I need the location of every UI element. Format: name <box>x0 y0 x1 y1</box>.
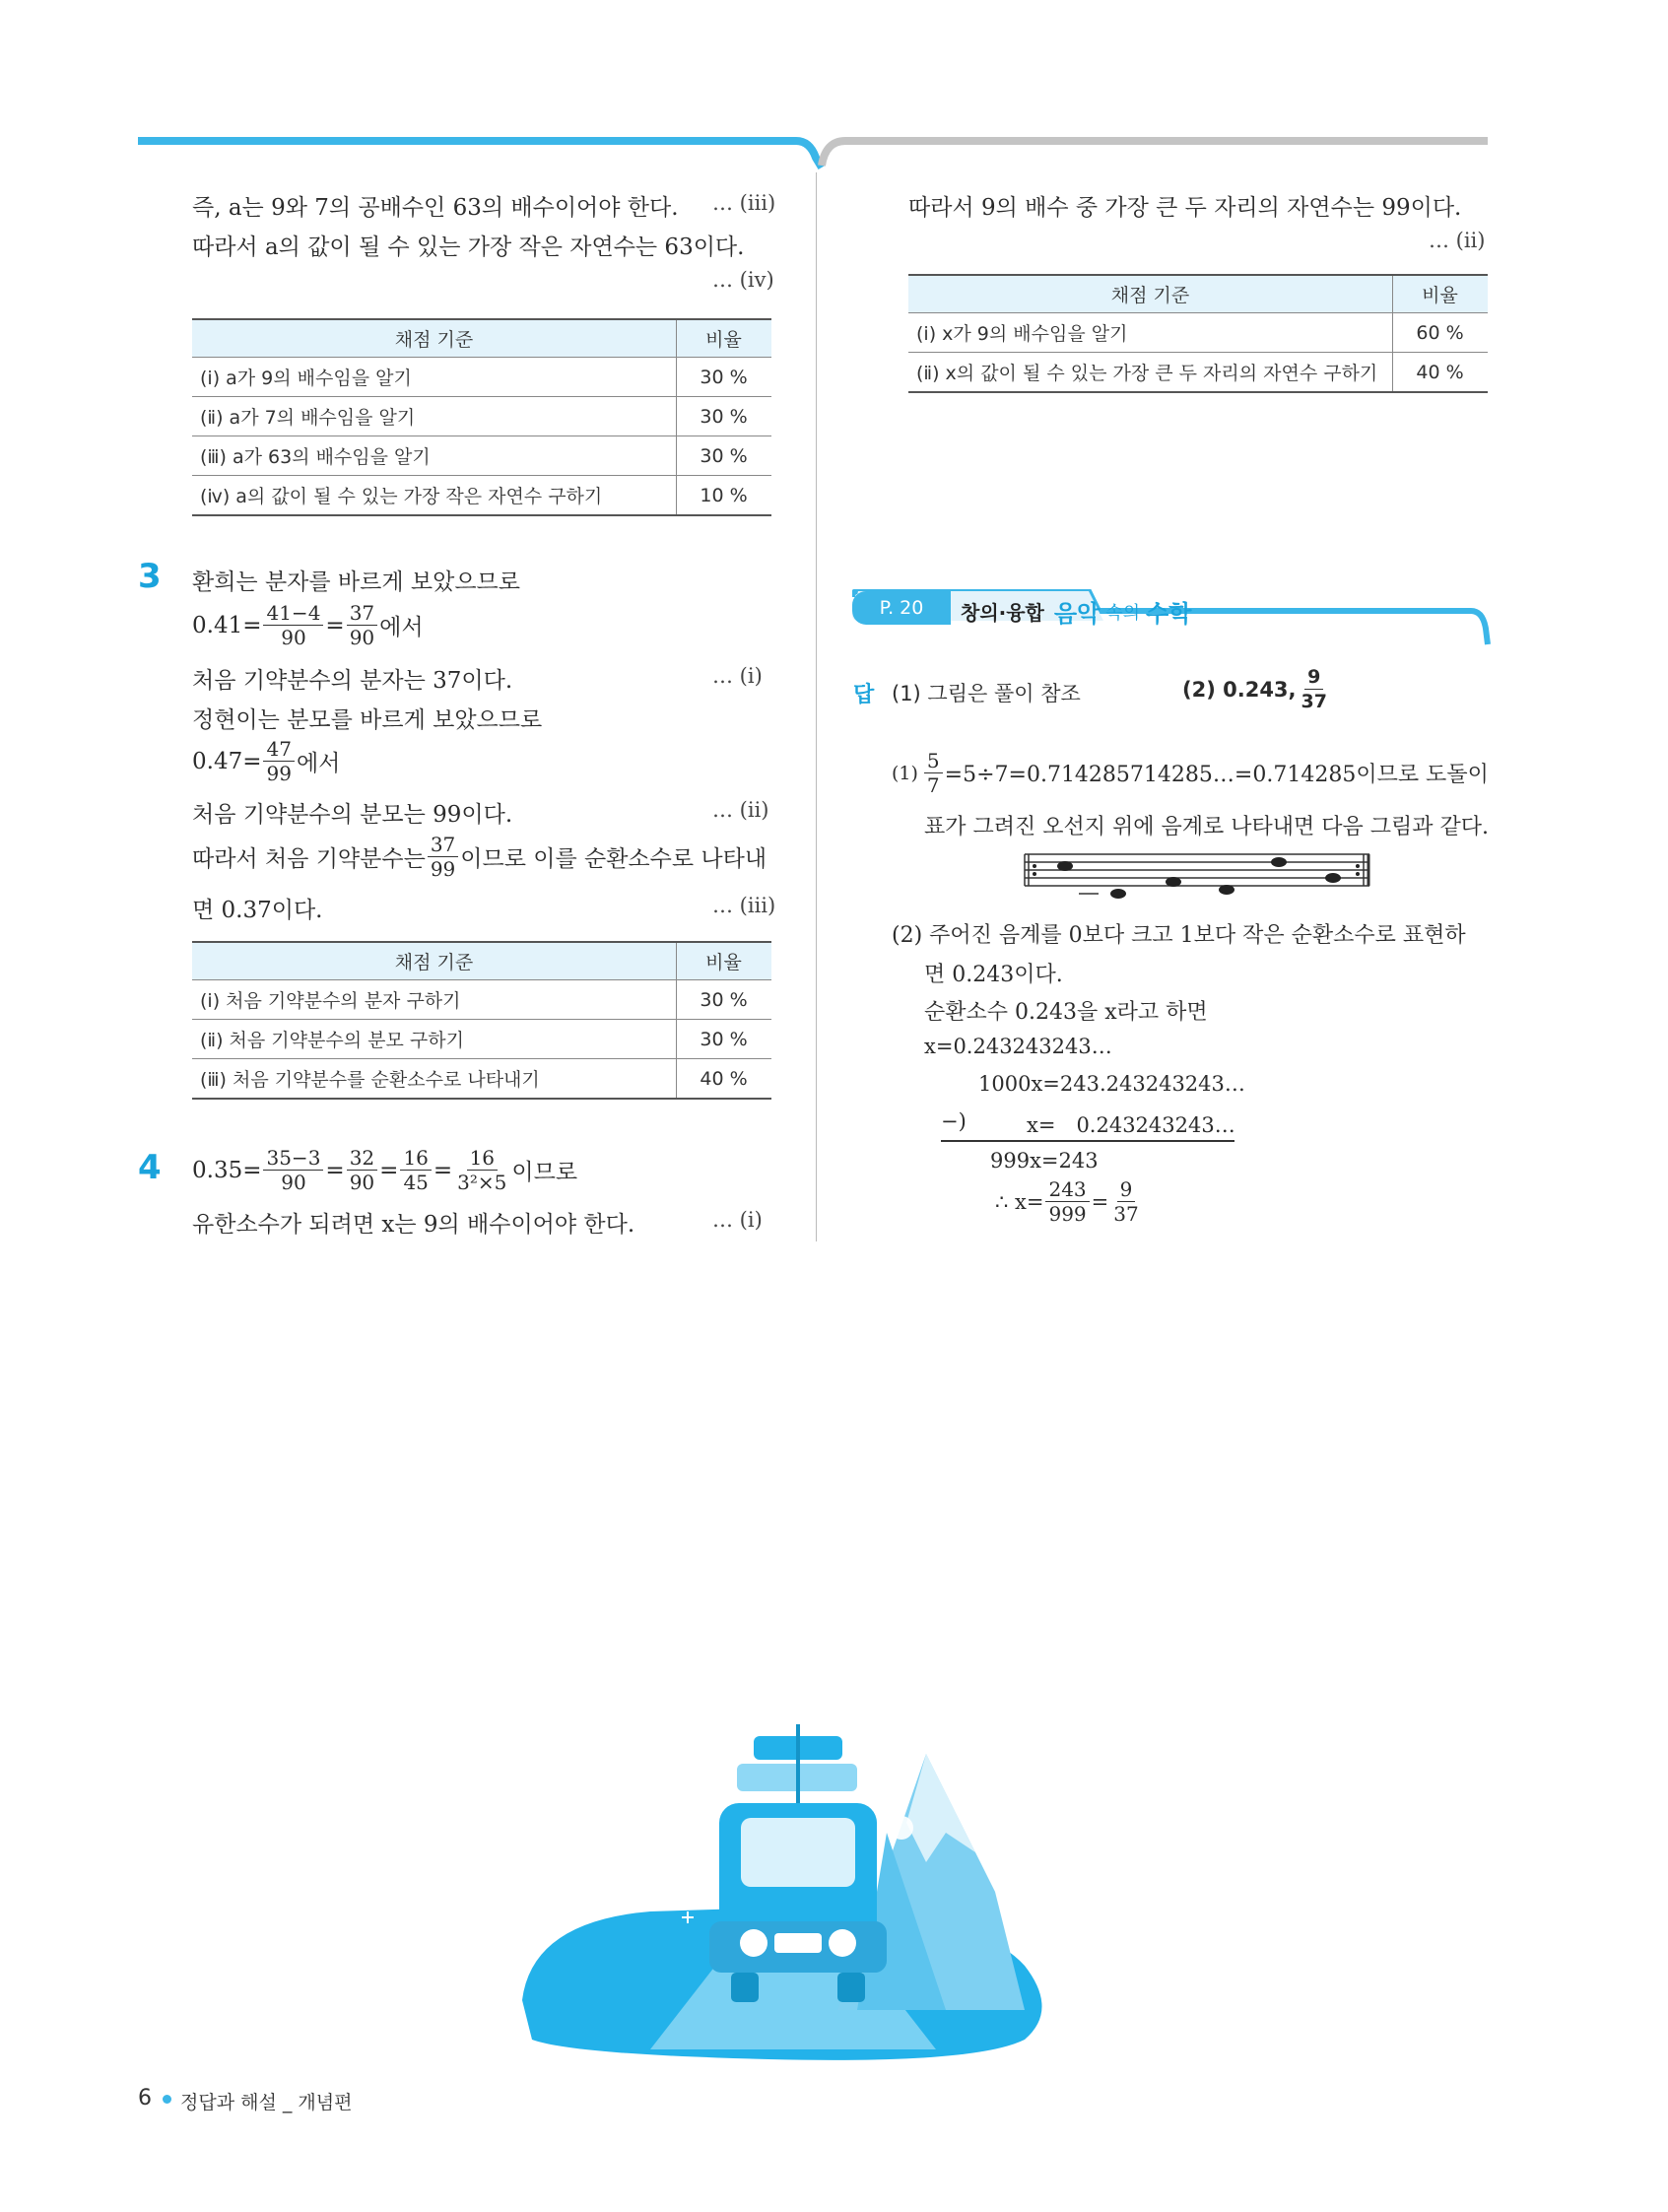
car-illustration <box>512 1714 1064 2069</box>
answer-label: 답 <box>853 683 875 707</box>
criteria-table-1 <box>192 318 771 516</box>
sol2-line7: 999x=243 <box>990 1149 1099 1173</box>
table-header: 비율 <box>1393 275 1489 313</box>
table-header: 비율 <box>677 319 772 358</box>
sol2-line2: 면 0.243이다. <box>924 963 1063 987</box>
sol1-line1: (1) $\frac{5}{7}$ =5÷7=0.714285714285…=0.714285이므로 도돌이 <box>892 749 1489 797</box>
q3-mark1: … (ⅰ) <box>712 664 763 688</box>
q4-line2: 유한소수가 되려면 x는 9의 배수이어야 한다. <box>192 1212 635 1238</box>
s2-mark2: … (ⅳ) <box>712 268 774 292</box>
q3-line4: 처음 기약분수의 분모는 99이다. <box>192 802 513 828</box>
sol2-line8: ∴ x= $\frac{243}{999}$ = $\frac{9}{37}$ <box>995 1177 1139 1226</box>
table-header: 비율 <box>677 942 772 980</box>
q3-line1: 환희는 분자를 바르게 보았으므로 <box>192 570 520 595</box>
table-header: 채점 기준 <box>192 942 677 980</box>
table-row: (ⅰ) a가 9의 배수임을 알기 30 % <box>192 358 771 397</box>
sol2-line3: 순환소수 0.243을 x라고 하면 <box>924 1000 1208 1025</box>
q3-line2: 처음 기약분수의 분자는 37이다. <box>192 668 513 694</box>
s2-line2: 따라서 a의 값이 될 수 있는 가장 작은 자연수는 63이다. <box>192 235 745 260</box>
q3-line5: 따라서 처음 기약분수는 $\frac{37}{99}$ 이므로 이를 순환소수로 나타내 <box>192 833 767 881</box>
q3-line6: 면 0.37이다. <box>192 898 323 923</box>
banner-title: 창의·융합 음악 속의 수학 <box>961 600 1192 628</box>
table-header: 채점 기준 <box>192 319 677 358</box>
table-row: (ⅲ) a가 63의 배수임을 알기 30 % <box>192 436 771 476</box>
table-row: (ⅱ) 처음 기약분수의 분모 구하기 30 % <box>192 1020 771 1059</box>
sol2-subtract-op: −) <box>941 1109 967 1133</box>
table-row: (ⅰ) x가 9의 배수임을 알기 60 % <box>908 313 1488 353</box>
r-line1: 따라서 9의 배수 중 가장 큰 두 자리의 자연수는 99이다. <box>908 195 1462 221</box>
music-staff <box>1020 849 1374 899</box>
table-row: (ⅱ) x의 값이 될 수 있는 가장 큰 두 자리의 자연수 구하기 40 % <box>908 353 1488 393</box>
page-number: 6 <box>138 2086 152 2111</box>
q4-mark: … (ⅰ) <box>712 1208 763 1232</box>
footer-title: 정답과 해설 _ 개념편 <box>180 2092 353 2113</box>
question-number-3: 3 <box>138 557 162 596</box>
table-row: (ⅱ) a가 7의 배수임을 알기 30 % <box>192 397 771 436</box>
table-header: 채점 기준 <box>908 275 1393 313</box>
subtraction-rule <box>941 1140 1234 1142</box>
sol2-line6: x= 0.243243243… <box>1027 1113 1235 1137</box>
page-ref-badge: P. 20 <box>852 591 951 625</box>
answer-part2: (2) 0.243, $\frac{9}{37}$ <box>1182 666 1327 712</box>
footer-dot <box>163 2095 171 2104</box>
sol2-line1: (2) 주어진 음계를 0보다 크고 1보다 작은 순환소수로 표현하 <box>892 923 1466 948</box>
table-row: (ⅳ) a의 값이 될 수 있는 가장 작은 자연수 구하기 10 % <box>192 476 771 516</box>
table-row: (ⅰ) 처음 기약분수의 분자 구하기 30 % <box>192 980 771 1020</box>
header-bar <box>0 0 1668 177</box>
q3-eq1: 0.41= $\frac{41-4}{90}$ = $\frac{37}{90}$ 에서 <box>192 601 424 649</box>
sol1-line2: 표가 그려진 오선지 위에 음계로 나타내면 다음 그림과 같다. <box>924 815 1489 839</box>
q3-line3: 정현이는 분모를 바르게 보았으므로 <box>192 707 543 733</box>
column-divider <box>816 172 817 1241</box>
r-mark1: … (ⅱ) <box>1429 229 1486 252</box>
q3-eq2: 0.47= $\frac{47}{99}$ 에서 <box>192 737 341 785</box>
criteria-table-2 <box>192 941 771 1100</box>
q3-mark2: … (ⅱ) <box>712 798 769 822</box>
sol2-line4: x=0.243243243… <box>924 1035 1112 1058</box>
s2-line1: 즉, a는 9와 7의 공배수인 63의 배수이어야 한다. <box>192 195 679 221</box>
question-number-4: 4 <box>138 1148 162 1187</box>
q3-mark3: … (ⅲ) <box>712 894 776 917</box>
criteria-table-3 <box>908 274 1488 393</box>
q4-eq: 0.35= $\frac{35-3}{90}$ = $\frac{32}{90}$ = $\frac{16}{45}$ = $\frac{16}{\text{3²×5}}$ 이므로 <box>192 1146 578 1194</box>
sol2-line5: 1000x=243.243243243… <box>978 1072 1245 1096</box>
table-row: (ⅲ) 처음 기약분수를 순환소수로 나타내기 40 % <box>192 1059 771 1100</box>
s2-mark1: … (ⅲ) <box>712 191 776 215</box>
answer-part1: (1) 그림은 풀이 참조 <box>892 682 1081 705</box>
